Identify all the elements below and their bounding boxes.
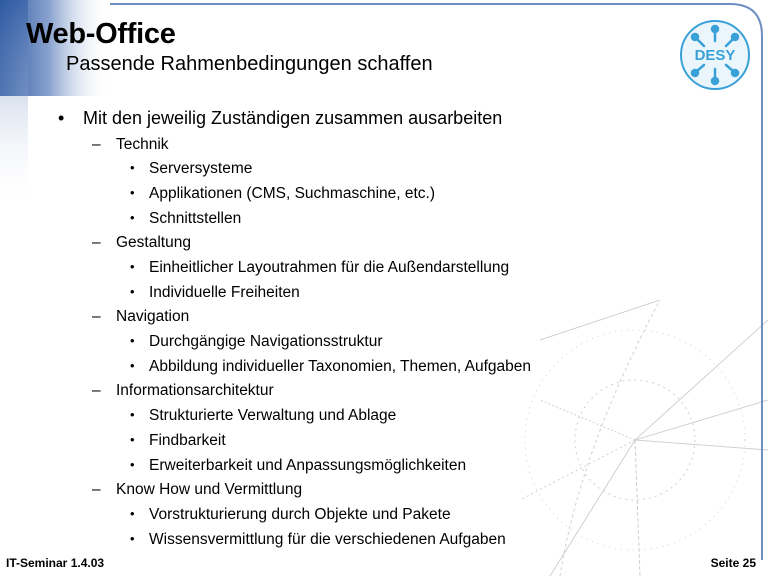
bullet-icon: • [130,358,135,373]
dash-icon: – [92,382,101,399]
bullet-icon: • [130,185,135,200]
dash-icon: – [92,234,101,251]
bullet-icon: • [130,259,135,274]
bullet-icon: • [130,160,135,175]
dash-icon: – [92,481,101,498]
bullet-icon: • [130,284,135,299]
bullet-icon: • [58,108,65,128]
footer-event: IT-Seminar 1.4.03 [6,556,105,570]
bullet-icon: • [130,506,135,521]
logo-text: DESY [694,47,736,64]
page-title: Web-Office [26,18,176,50]
bullet-list: • Mit den jeweilig Zuständigen zusammen ausarbeiten – Technik • Serversysteme • Applikationen (CMS, Suchmaschine, etc.) • Schnittstellen – Gestaltung • Einheitlicher Layoutrahmen für die Außendarstellung • Individuelle Freiheiten – Navigation • Durchgängige Navigationsstruktur • Abbildung individueller Taxonomien, Themen, Aufgaben – Informationsarchitektur • Strukturierte Verwaltung und Ablage • Findbarkeit • Erweiterbarkeit und Anpassungsmöglichkeiten – Know How und Vermittlung • Vorstrukturierung durch Objekte und Pakete • Wissensvermittlung für die verschiedenen Aufgaben [58,108,532,548]
bullet-icon: • [130,407,135,422]
bullet-icon: • [130,333,135,348]
bullet-icon: • [130,210,135,225]
page-subtitle: Passende Rahmenbedingungen schaffen [66,53,433,75]
bullet-icon: • [130,457,135,472]
dash-icon: – [92,308,101,325]
bullet-icon: • [130,531,135,546]
bullet-icon: • [130,432,135,447]
dash-icon: – [92,136,101,153]
footer-page-number: Seite 25 [710,556,756,570]
